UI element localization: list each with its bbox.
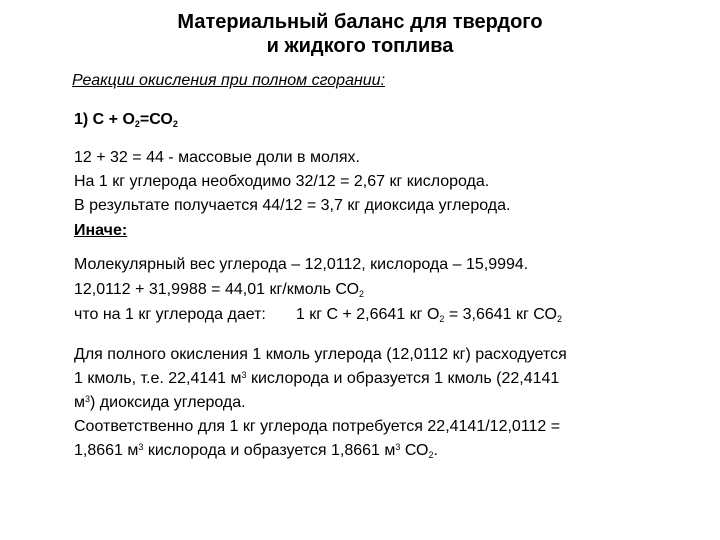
title-line-2: и жидкого топлива (266, 35, 454, 57)
para-line-5-d: . (433, 442, 438, 459)
para-line-3-sup: 3 (85, 394, 91, 404)
reaction-eq: =СО (139, 111, 173, 128)
molecular-weight-block (74, 252, 562, 327)
mw-line-3-a: что на 1 кг углерода дает: (74, 306, 266, 323)
mw-line-3 (74, 302, 562, 327)
para-line-5 (74, 439, 567, 463)
para-line-3-a: м (74, 394, 85, 411)
para-line-3 (74, 391, 567, 415)
mass-ratio-lines (74, 146, 510, 218)
text-line: На 1 кг углерода необходимо 32/12 = 2,67 кг кислорода. (74, 173, 490, 190)
title-line-1: Материальный баланс для твердого (177, 11, 543, 33)
reaction-sub-1: 2 (134, 119, 140, 129)
reaction-sub-2: 2 (172, 119, 178, 129)
para-line-3-b: ) диоксида углерода. (90, 394, 246, 411)
mw-line-3-sub-1: 2 (439, 314, 445, 324)
mw-line-3-sub-2: 2 (556, 314, 562, 324)
para-line-2-a: 1 кмоль, т.е. 22,4141 м (74, 370, 242, 387)
mw-line-1: Молекулярный вес углерода – 12,0112, кислорода – 15,9994. (74, 256, 529, 273)
mw-line-3-c: = 3,6641 кг СО (444, 306, 557, 323)
para-line-5-sub: 2 (428, 450, 434, 460)
oxidation-paragraph (74, 343, 567, 463)
reaction-prefix: 1) С + О (74, 111, 135, 128)
slide-title (0, 10, 720, 58)
otherwise-heading: Иначе: (74, 222, 128, 239)
para-line-2-b: кислорода и образуется 1 кмоль (22,4141 (246, 370, 560, 387)
para-line-4: Соответственно для 1 кг углерода потребуется 22,4141/12,0112 = (74, 418, 561, 435)
text-line: 12 + 32 = 44 - массовые доли в молях. (74, 149, 360, 166)
para-line-1: Для полного окисления 1 кмоль углерода (12,0112 кг) расходуется (74, 346, 567, 363)
para-line-5-sup-2: 3 (395, 442, 401, 452)
section-subtitle: Реакции окисления при полном сгорании: (72, 72, 386, 89)
mw-line-2-text: 12,0112 + 31,9988 = 44,01 кг/кмоль СО (74, 281, 360, 298)
para-line-2-sup: 3 (241, 370, 247, 380)
mw-line-2 (74, 277, 562, 302)
para-line-5-c: СО (400, 442, 429, 459)
para-line-2 (74, 367, 567, 391)
mw-line-2-sub: 2 (359, 289, 365, 299)
para-line-5-sup-1: 3 (138, 442, 144, 452)
text-line: В результате получается 44/12 = 3,7 кг диоксида углерода. (74, 197, 511, 214)
reaction-equation (74, 111, 178, 129)
mw-line-3-b: 1 кг С + 2,6641 кг О (295, 306, 440, 323)
para-line-5-b: кислорода и образуется 1,8661 м (143, 442, 396, 459)
para-line-5-a: 1,8661 м (74, 442, 139, 459)
